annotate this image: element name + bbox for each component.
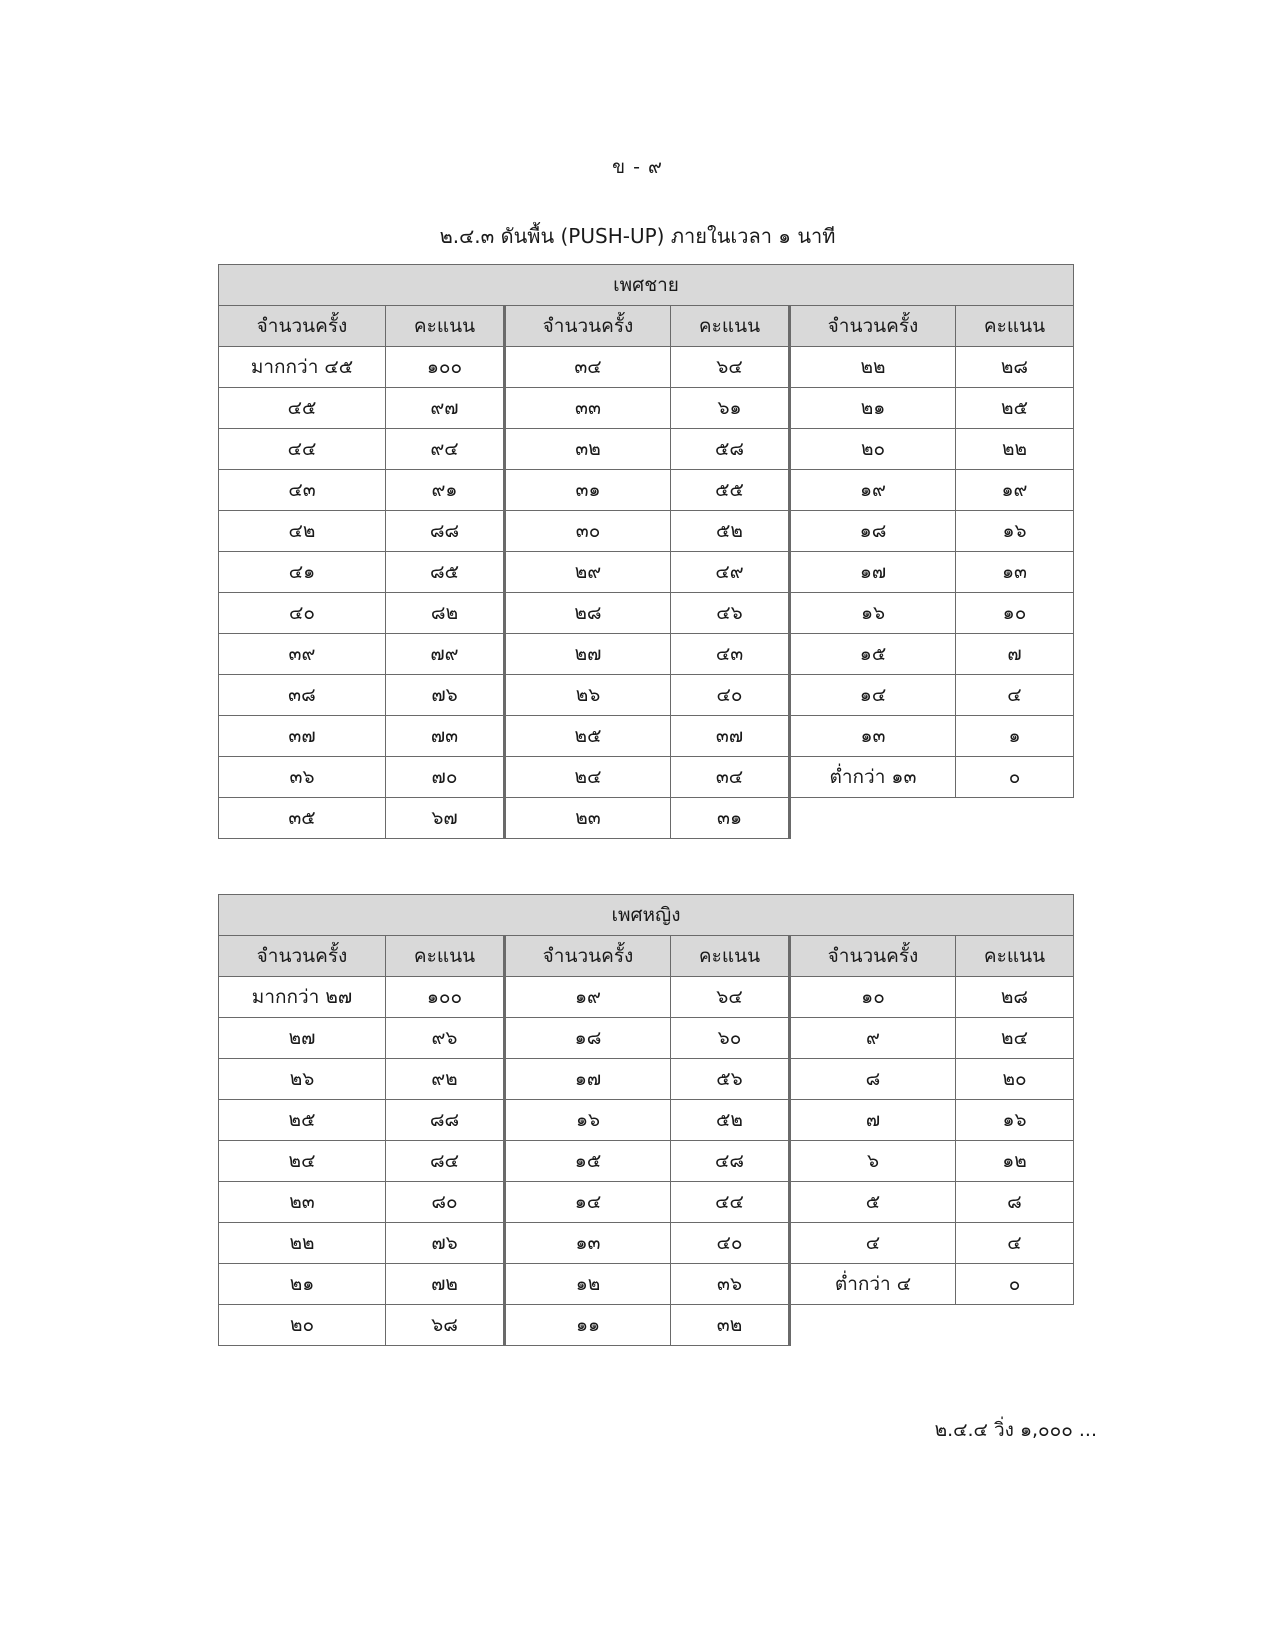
table-row <box>219 1182 1074 1223</box>
count-cell: ๓๑ <box>505 470 671 511</box>
score-cell: ๓๖ <box>671 1264 790 1305</box>
count-cell: ๙ <box>790 1018 956 1059</box>
score-cell: ๒๔ <box>956 1018 1074 1059</box>
score-cell: ๖๔ <box>671 977 790 1018</box>
table-row <box>219 388 1074 429</box>
count-cell: ๒๓ <box>219 1182 386 1223</box>
count-cell: ๔๔ <box>219 429 386 470</box>
score-cell: ๘๐ <box>386 1182 505 1223</box>
score-cell: ๔ <box>956 675 1074 716</box>
score-cell: ๖๑ <box>671 388 790 429</box>
table-row <box>219 347 1074 388</box>
count-cell: ๑๙ <box>790 470 956 511</box>
score-cell: ๔๙ <box>671 552 790 593</box>
score-cell: ๘๘ <box>386 1100 505 1141</box>
score-cell: ๕๘ <box>671 429 790 470</box>
count-cell: ๓๖ <box>219 757 386 798</box>
score-cell: ๔๖ <box>671 593 790 634</box>
count-cell: ๒๔ <box>219 1141 386 1182</box>
count-cell: ต่ำกว่า ๔ <box>790 1264 956 1305</box>
table-row <box>219 1305 1074 1346</box>
score-cell: ๔๐ <box>671 1223 790 1264</box>
count-cell: ๑๙ <box>505 977 671 1018</box>
score-cell: ๗ <box>956 634 1074 675</box>
count-cell: ๗ <box>790 1100 956 1141</box>
table-row <box>219 1018 1074 1059</box>
score-cell: ๙๔ <box>386 429 505 470</box>
count-cell: ๑๔ <box>505 1182 671 1223</box>
count-cell: มากกว่า ๒๗ <box>219 977 386 1018</box>
score-cell: ๕๕ <box>671 470 790 511</box>
empty-cell <box>790 1305 956 1346</box>
count-cell: ๒๕ <box>505 716 671 757</box>
count-header: จำนวนครั้ง <box>790 306 956 347</box>
score-cell: ๕๖ <box>671 1059 790 1100</box>
male-table-title: เพศชาย <box>219 265 1074 306</box>
score-cell: ๙๑ <box>386 470 505 511</box>
count-cell: ๓๙ <box>219 634 386 675</box>
score-cell: ๕๒ <box>671 511 790 552</box>
count-cell: ๔ <box>790 1223 956 1264</box>
count-cell: ๓๗ <box>219 716 386 757</box>
table-row <box>219 470 1074 511</box>
score-cell: ๘๔ <box>386 1141 505 1182</box>
score-cell: ๗๙ <box>386 634 505 675</box>
count-cell: ๑๔ <box>790 675 956 716</box>
count-cell: ๑๐ <box>790 977 956 1018</box>
score-cell: ๑ <box>956 716 1074 757</box>
score-header: คะแนน <box>386 306 505 347</box>
score-header: คะแนน <box>386 936 505 977</box>
count-cell: ๔๕ <box>219 388 386 429</box>
empty-cell <box>956 798 1074 839</box>
count-cell: ๒๖ <box>505 675 671 716</box>
score-cell: ๔๘ <box>671 1141 790 1182</box>
table-row <box>219 634 1074 675</box>
score-cell: ๔ <box>956 1223 1074 1264</box>
score-cell: ๔๔ <box>671 1182 790 1223</box>
female-table-title: เพศหญิง <box>219 895 1074 936</box>
score-cell: ๕๒ <box>671 1100 790 1141</box>
section-title: ๒.๔.๓ ดันพื้น (PUSH-UP) ภายในเวลา ๑ นาที <box>439 224 836 248</box>
count-cell: ๓๘ <box>219 675 386 716</box>
count-cell: ๕ <box>790 1182 956 1223</box>
next-section-heading: ๒.๔.๔ วิ่ง ๑,๐๐๐ ... <box>934 1419 1097 1441</box>
count-cell: ๑๖ <box>505 1100 671 1141</box>
score-cell: ๔๐ <box>671 675 790 716</box>
table-row <box>219 552 1074 593</box>
page-number: ข - ๙ <box>612 156 663 178</box>
score-cell: ๓๒ <box>671 1305 790 1346</box>
score-cell: ๗๐ <box>386 757 505 798</box>
count-cell: ๑๘ <box>505 1018 671 1059</box>
count-cell: ๔๐ <box>219 593 386 634</box>
score-header: คะแนน <box>956 306 1074 347</box>
count-cell: ๒๓ <box>505 798 671 839</box>
empty-cell <box>790 798 956 839</box>
score-cell: ๖๘ <box>386 1305 505 1346</box>
table-row <box>219 1100 1074 1141</box>
score-cell: ๑๒ <box>956 1141 1074 1182</box>
score-cell: ๒๕ <box>956 388 1074 429</box>
score-cell: ๑๐ <box>956 593 1074 634</box>
table-row <box>219 1141 1074 1182</box>
count-header: จำนวนครั้ง <box>219 936 386 977</box>
count-cell: ๑๓ <box>505 1223 671 1264</box>
table-row <box>219 593 1074 634</box>
count-cell: ๒๐ <box>219 1305 386 1346</box>
table-row <box>219 716 1074 757</box>
score-cell: ๗๓ <box>386 716 505 757</box>
score-cell: ๙๖ <box>386 1018 505 1059</box>
score-cell: ๑๙ <box>956 470 1074 511</box>
score-cell: ๙๗ <box>386 388 505 429</box>
count-cell: ๑๘ <box>790 511 956 552</box>
score-cell: ๖๐ <box>671 1018 790 1059</box>
count-cell: ๑๕ <box>505 1141 671 1182</box>
score-cell: ๗๖ <box>386 1223 505 1264</box>
count-cell: ๑๖ <box>790 593 956 634</box>
score-cell: ๗๒ <box>386 1264 505 1305</box>
count-cell: ๓๐ <box>505 511 671 552</box>
count-header: จำนวนครั้ง <box>505 306 671 347</box>
count-cell: ต่ำกว่า ๑๓ <box>790 757 956 798</box>
score-cell: ๑๐๐ <box>386 977 505 1018</box>
count-cell: ๒๖ <box>219 1059 386 1100</box>
empty-cell <box>956 1305 1074 1346</box>
score-cell: ๓๗ <box>671 716 790 757</box>
count-header: จำนวนครั้ง <box>219 306 386 347</box>
score-cell: ๐ <box>956 757 1074 798</box>
score-cell: ๑๓ <box>956 552 1074 593</box>
count-cell: ๖ <box>790 1141 956 1182</box>
score-cell: ๗๖ <box>386 675 505 716</box>
score-cell: ๔๓ <box>671 634 790 675</box>
score-cell: ๒๒ <box>956 429 1074 470</box>
count-cell: ๑๓ <box>790 716 956 757</box>
score-cell: ๖๔ <box>671 347 790 388</box>
score-header: คะแนน <box>671 936 790 977</box>
score-cell: ๘๘ <box>386 511 505 552</box>
male-score-table <box>218 264 1074 839</box>
table-row <box>219 757 1074 798</box>
score-cell: ๘๕ <box>386 552 505 593</box>
count-cell: ๒๗ <box>505 634 671 675</box>
count-header: จำนวนครั้ง <box>505 936 671 977</box>
count-cell: ๒๔ <box>505 757 671 798</box>
count-cell: ๔๒ <box>219 511 386 552</box>
count-cell: ๑๗ <box>790 552 956 593</box>
count-cell: มากกว่า ๔๕ <box>219 347 386 388</box>
count-header: จำนวนครั้ง <box>790 936 956 977</box>
count-cell: ๓๒ <box>505 429 671 470</box>
count-cell: ๔๓ <box>219 470 386 511</box>
count-cell: ๑๕ <box>790 634 956 675</box>
count-cell: ๔๑ <box>219 552 386 593</box>
count-cell: ๒๗ <box>219 1018 386 1059</box>
score-cell: ๓๑ <box>671 798 790 839</box>
score-cell: ๙๒ <box>386 1059 505 1100</box>
count-cell: ๒๒ <box>219 1223 386 1264</box>
score-cell: ๒๐ <box>956 1059 1074 1100</box>
score-cell: ๓๔ <box>671 757 790 798</box>
count-cell: ๒๕ <box>219 1100 386 1141</box>
count-cell: ๓๕ <box>219 798 386 839</box>
score-cell: ๒๘ <box>956 347 1074 388</box>
score-cell: ๐ <box>956 1264 1074 1305</box>
score-cell: ๘๒ <box>386 593 505 634</box>
count-cell: ๒๘ <box>505 593 671 634</box>
count-cell: ๑๑ <box>505 1305 671 1346</box>
count-cell: ๑๗ <box>505 1059 671 1100</box>
score-header: คะแนน <box>671 306 790 347</box>
table-row <box>219 429 1074 470</box>
score-cell: ๒๘ <box>956 977 1074 1018</box>
count-cell: ๒๒ <box>790 347 956 388</box>
score-cell: ๑๖ <box>956 511 1074 552</box>
count-cell: ๒๑ <box>219 1264 386 1305</box>
count-cell: ๒๐ <box>790 429 956 470</box>
score-cell: ๑๖ <box>956 1100 1074 1141</box>
table-row <box>219 798 1074 839</box>
table-row <box>219 1264 1074 1305</box>
female-score-table <box>218 894 1074 1346</box>
score-header: คะแนน <box>956 936 1074 977</box>
score-cell: ๑๐๐ <box>386 347 505 388</box>
table-row <box>219 1059 1074 1100</box>
table-row <box>219 675 1074 716</box>
count-cell: ๑๒ <box>505 1264 671 1305</box>
count-cell: ๒๙ <box>505 552 671 593</box>
score-cell: ๖๗ <box>386 798 505 839</box>
score-cell: ๘ <box>956 1182 1074 1223</box>
count-cell: ๒๑ <box>790 388 956 429</box>
table-row <box>219 1223 1074 1264</box>
male-table-body <box>219 347 1074 839</box>
table-row <box>219 511 1074 552</box>
table-row <box>219 977 1074 1018</box>
count-cell: ๘ <box>790 1059 956 1100</box>
count-cell: ๓๓ <box>505 388 671 429</box>
female-table-body <box>219 977 1074 1346</box>
count-cell: ๓๔ <box>505 347 671 388</box>
